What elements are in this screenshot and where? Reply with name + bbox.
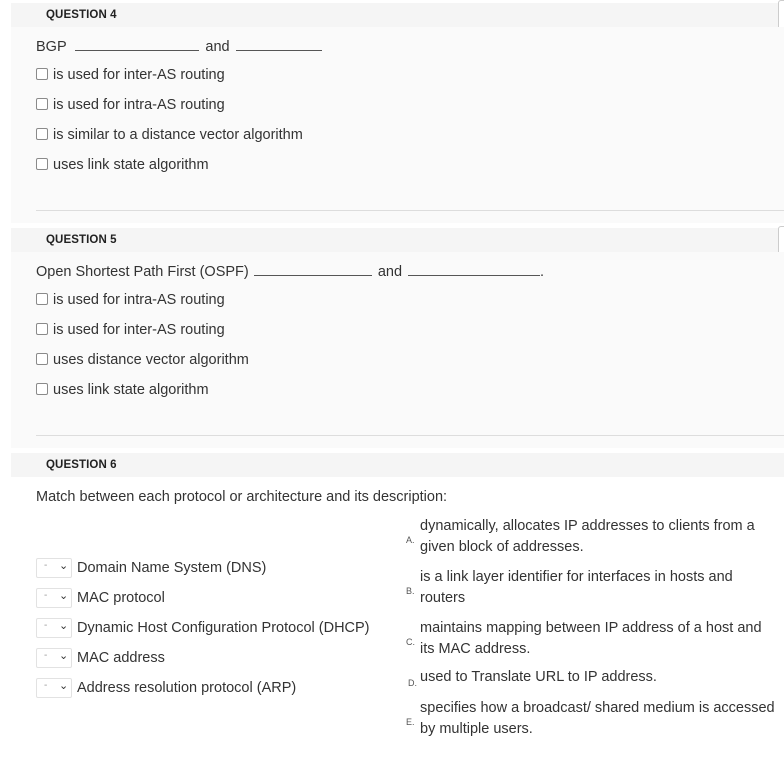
q5-separator — [36, 435, 784, 436]
answer-text: dynamically, allocates IP addresses to clients from a given block of addresses. — [420, 518, 755, 555]
q5-option[interactable] — [36, 352, 249, 368]
q5-option[interactable] — [36, 292, 225, 308]
q5-prompt-end: . — [540, 264, 545, 280]
q5-option[interactable] — [36, 322, 225, 338]
select-value: - — [44, 620, 48, 631]
answer-letter: D. — [408, 678, 417, 688]
q6-prompt: Match between each protocol or architecture and its description: — [36, 489, 448, 505]
q5-title: QUESTION 5 — [46, 234, 117, 246]
answer-letter: B. — [406, 586, 415, 596]
answer-option — [406, 618, 778, 660]
match-item-label: Domain Name System (DNS) — [77, 559, 267, 576]
match-row — [36, 558, 266, 578]
answer-letter: C. — [406, 637, 415, 647]
checkbox[interactable] — [36, 128, 48, 140]
match-row — [36, 588, 165, 608]
answer-option — [406, 516, 778, 558]
answer-option — [406, 567, 778, 609]
checkbox[interactable] — [36, 68, 48, 80]
q5-blank-2 — [408, 275, 540, 276]
q5-option[interactable] — [36, 382, 209, 398]
q5-prompt — [36, 264, 544, 280]
match-select[interactable] — [36, 588, 72, 608]
q4-prompt — [36, 39, 322, 55]
chevron-down-icon: ⌄ — [59, 590, 69, 602]
checkbox[interactable] — [36, 323, 48, 335]
q5-option-label: uses distance vector algorithm — [53, 352, 249, 368]
q4-option[interactable] — [36, 127, 303, 143]
match-row — [36, 618, 370, 638]
match-item-label: Dynamic Host Configuration Protocol (DHCP) — [77, 619, 370, 636]
q5-prompt-lead: Open Shortest Path First (OSPF) — [36, 264, 249, 280]
chevron-down-icon: ⌄ — [59, 680, 69, 692]
q4-prompt-lead: BGP — [36, 39, 67, 55]
match-select[interactable] — [36, 618, 72, 638]
q4-prompt-and: and — [205, 39, 230, 55]
q5-option-label: uses link state algorithm — [53, 382, 209, 398]
q5-blank-1 — [254, 275, 372, 276]
answer-option — [406, 698, 778, 740]
checkbox[interactable] — [36, 158, 48, 170]
match-row — [36, 678, 296, 698]
q4-blank-1 — [75, 50, 199, 51]
q4-option-label: uses link state algorithm — [53, 157, 209, 173]
match-item-label: MAC address — [77, 649, 165, 666]
answer-option — [406, 667, 778, 689]
chevron-down-icon: ⌄ — [59, 560, 69, 572]
chevron-down-icon: ⌄ — [59, 650, 69, 662]
match-select[interactable] — [36, 558, 72, 578]
q4-option-label: is used for intra-AS routing — [53, 97, 225, 113]
q4-header — [11, 3, 784, 27]
checkbox[interactable] — [36, 293, 48, 305]
q5-option-label: is used for intra-AS routing — [53, 292, 225, 308]
q5-header — [11, 228, 784, 252]
select-value: - — [44, 680, 48, 691]
select-value: - — [44, 650, 48, 661]
answer-text: is a link layer identifier for interfaces in hosts and routers — [420, 569, 733, 606]
q4-title: QUESTION 4 — [46, 9, 117, 21]
answer-letter: E. — [406, 717, 415, 727]
q4-option-label: is similar to a distance vector algorithm — [53, 127, 303, 143]
match-row — [36, 648, 165, 668]
q4-option-label: is used for inter-AS routing — [53, 67, 225, 83]
q4-option[interactable] — [36, 157, 209, 173]
q6-title: QUESTION 6 — [46, 459, 117, 471]
q4-blank-2 — [236, 50, 322, 51]
q5-option-label: is used for inter-AS routing — [53, 322, 225, 338]
select-value: - — [44, 590, 48, 601]
q4-separator — [36, 210, 784, 211]
answer-letter: A. — [406, 535, 415, 545]
answer-text: maintains mapping between IP address of a host and its MAC address. — [420, 620, 762, 657]
match-select[interactable] — [36, 648, 72, 668]
q4-body — [11, 27, 784, 223]
chevron-down-icon: ⌄ — [59, 620, 69, 632]
answer-text: used to Translate URL to IP address. — [420, 669, 657, 685]
q6-header — [11, 453, 784, 477]
match-select[interactable] — [36, 678, 72, 698]
match-item-label: Address resolution protocol (ARP) — [77, 679, 297, 696]
select-value: - — [44, 560, 48, 571]
checkbox[interactable] — [36, 98, 48, 110]
q5-body — [11, 252, 784, 448]
checkbox[interactable] — [36, 383, 48, 395]
answer-text: specifies how a broadcast/ shared medium is accessed by multiple users. — [420, 700, 775, 737]
match-item-label: MAC protocol — [77, 589, 165, 606]
checkbox[interactable] — [36, 353, 48, 365]
q5-prompt-and: and — [377, 264, 403, 280]
q4-option[interactable] — [36, 67, 225, 83]
q4-option[interactable] — [36, 97, 225, 113]
